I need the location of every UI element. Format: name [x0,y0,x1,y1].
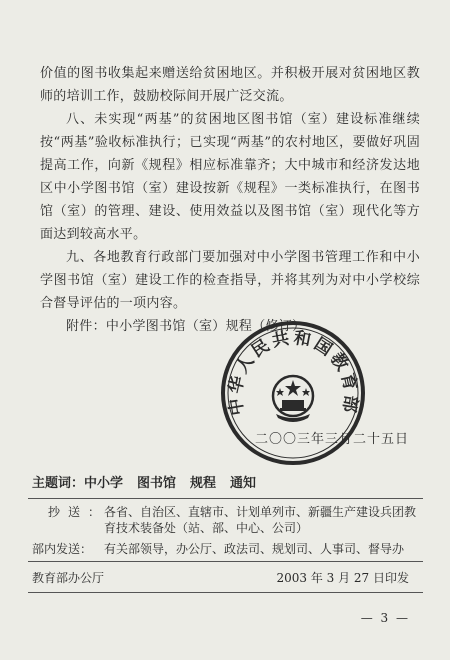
cc-label: 抄送： [48,505,109,519]
keyword-regulation: 规程 [190,476,217,491]
print-date: 2003 年 3 月 27 日印发 [276,571,409,585]
paragraph-nine: 九、各地教育行政部门要加强对中小学图书管理工作和中小学图书馆（室）建设工作的检查指导，并将其列为对中小学校综合督导评估的一项内容。 [40,250,420,311]
keyword-notice: 通知 [230,476,257,491]
internal-label: 部内发送： [32,542,93,556]
subject-label: 主题词：中小学 [32,476,124,491]
paragraph-continuation: 价值的图书收集起来赠送给贫困地区。并积极开展对贫困地区教师的培训工作，鼓励校际间开展广泛交流。 [40,66,420,104]
internal-distribution-row [28,536,423,557]
body-text [40,62,420,338]
paragraph-eight: 八、未实现“两基”的贫困地区图书馆（室）建设标准继续按“两基”验收标准执行；已实现“两基”的农村地区，要做好巩固提高工作，向新《规程》相应标准靠齐；大中城市和经济发达地区中小学图书馆（室）建设按新《规程》一类标准执行，在图书馆（室）的管理、建设、使用效益以及图书馆（室）现代化等方面达到较高水平。 [40,112,420,242]
document-footer [28,470,423,593]
issuer: 教育部办公厅 [32,571,105,585]
attachment-line: 附件：中小学图书馆（室）规程（修订） [66,319,306,334]
national-emblem-icon [273,376,313,422]
cc-row [28,499,423,536]
subject-keywords [28,470,423,499]
keyword-library: 图书馆 [137,476,177,491]
page-number: — 3 — [360,611,410,625]
internal-content: 有关部领导，办公厅、政法司、规划司、人事司、督导办 [104,542,405,556]
seal-text: 中华人民共和国教育部 [225,328,361,417]
cc-content: 各省、自治区、直辖市、计划单列市、新疆生产建设兵团教育技术装备处（站、部、中心、公司） [104,505,417,535]
issuer-row [28,562,423,593]
issue-date-signature: 二〇〇三年三月二十五日 [255,432,410,447]
